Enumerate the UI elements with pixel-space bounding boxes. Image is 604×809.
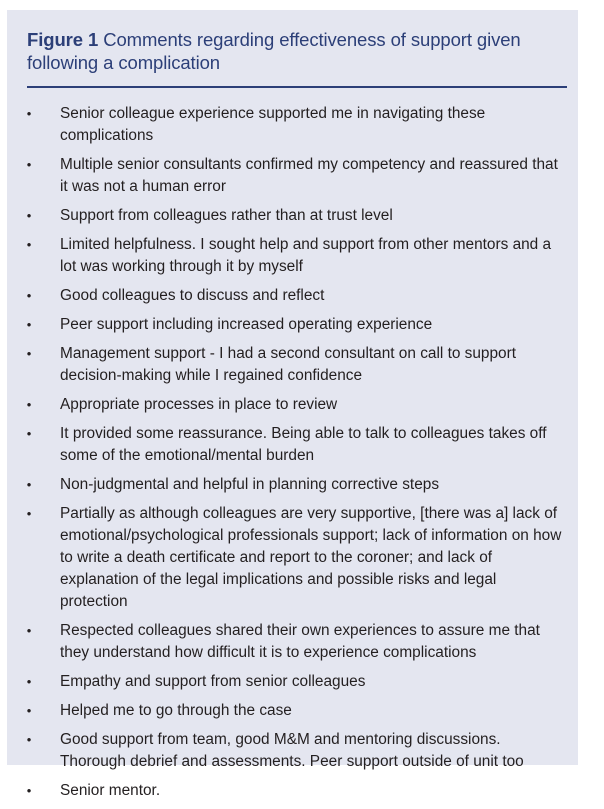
- bullet-icon: •: [26, 346, 32, 361]
- comment-text: Helped me to go through the case: [60, 702, 292, 719]
- comment-item: [7, 285, 578, 307]
- figure-number: Figure 1: [27, 29, 99, 50]
- bullet-icon: •: [26, 703, 32, 718]
- bullet-icon: •: [26, 674, 32, 689]
- bullet-icon: •: [26, 288, 32, 303]
- comment-text: Support from colleagues rather than at trust level: [60, 207, 393, 224]
- comment-text: Empathy and support from senior colleagues: [60, 673, 366, 690]
- bullet-icon: •: [26, 732, 32, 747]
- title-divider: [27, 86, 567, 88]
- comment-text: Senior mentor.: [60, 782, 161, 799]
- comment-item: [7, 700, 578, 722]
- comment-item: [7, 474, 578, 496]
- bullet-icon: •: [26, 426, 32, 441]
- bullet-icon: •: [26, 783, 32, 798]
- comment-item: [7, 314, 578, 336]
- bullet-icon: •: [26, 477, 32, 492]
- comment-item: [7, 671, 578, 693]
- comment-item: [7, 503, 578, 613]
- comment-text: Respected colleagues shared their own experiences to assure me that they understand how difficult it is to experience complications: [60, 622, 540, 661]
- comment-item: [7, 343, 578, 387]
- figure-title: [27, 28, 567, 74]
- comment-item: [7, 620, 578, 664]
- comment-item: [7, 205, 578, 227]
- comment-list: [7, 103, 578, 809]
- comment-text: Appropriate processes in place to review: [60, 396, 338, 413]
- comment-item: [7, 154, 578, 198]
- comment-text: Partially as although colleagues are very supportive, [there was a] lack of emotional/psychological professionals support; lack of information on how to write a death certificate and report to the coroner; and lack of explanation of the legal implications and possible risks and legal protection: [60, 505, 562, 610]
- comment-text: Peer support including increased operating experience: [60, 316, 433, 333]
- bullet-icon: •: [26, 317, 32, 332]
- comment-text: Senior colleague experience supported me in navigating these complications: [60, 105, 486, 144]
- bullet-icon: •: [26, 208, 32, 223]
- comment-item: [7, 234, 578, 278]
- bullet-icon: •: [26, 237, 32, 252]
- bullet-icon: •: [26, 506, 32, 521]
- comment-item: [7, 780, 578, 802]
- figure-box: [7, 10, 578, 799]
- comment-text: Management support - I had a second consultant on call to support decision-making while I regained confidence: [60, 345, 517, 384]
- bullet-icon: •: [26, 106, 32, 121]
- comment-item: [7, 729, 578, 773]
- comment-item: [7, 394, 578, 416]
- comment-text: Non-judgmental and helpful in planning corrective steps: [60, 476, 440, 493]
- comment-text: Good support from team, good M&M and mentoring discussions. Thorough debrief and assessments. Peer support outside of unit too: [60, 731, 524, 770]
- bullet-icon: •: [26, 623, 32, 638]
- comment-text: It provided some reassurance. Being able to talk to colleagues takes off some of the emotional/mental burden: [60, 425, 547, 464]
- comment-text: Limited helpfulness. I sought help and support from other mentors and a lot was working through it by myself: [60, 236, 552, 275]
- bullet-icon: •: [26, 157, 32, 172]
- bullet-icon: •: [26, 397, 32, 412]
- figure-caption: Comments regarding effectiveness of support given following a complication: [27, 29, 521, 73]
- comment-item: [7, 103, 578, 147]
- comment-text: Good colleagues to discuss and reflect: [60, 287, 325, 304]
- comment-item: [7, 423, 578, 467]
- comment-text: Multiple senior consultants confirmed my competency and reassured that it was not a human error: [60, 156, 558, 195]
